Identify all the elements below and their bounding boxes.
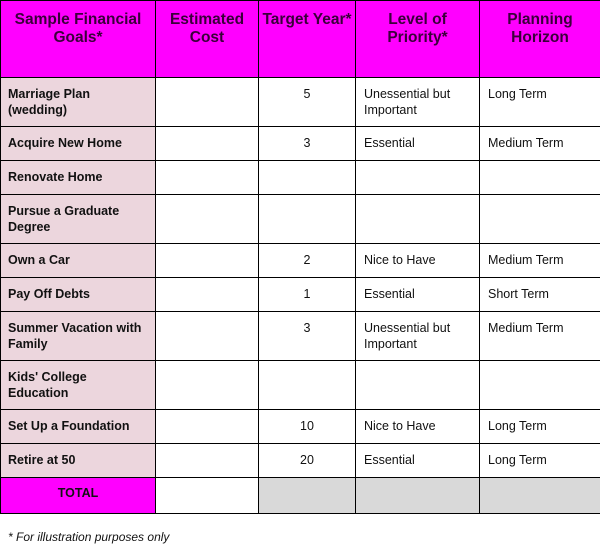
- total-empty-cell: [480, 478, 600, 514]
- horizon-cell: Long Term: [480, 410, 600, 444]
- cost-cell[interactable]: [156, 161, 259, 195]
- cost-cell[interactable]: [156, 244, 259, 278]
- header-year: Target Year*: [259, 1, 356, 78]
- table-row: [1, 410, 600, 444]
- cost-cell[interactable]: [156, 195, 259, 244]
- goal-cell: Kids' College Education: [1, 361, 156, 410]
- header-goal: Sample Financial Goals*: [1, 1, 156, 78]
- total-empty-cell: [356, 478, 480, 514]
- priority-cell: Nice to Have: [356, 410, 480, 444]
- table-row: [1, 195, 600, 244]
- horizon-cell: Long Term: [480, 444, 600, 478]
- goal-cell: Pay Off Debts: [1, 278, 156, 312]
- goal-cell: Retire at 50: [1, 444, 156, 478]
- table-row: [1, 361, 600, 410]
- goal-cell: Set Up a Foundation: [1, 410, 156, 444]
- total-row: [1, 478, 600, 514]
- table-row: [1, 244, 600, 278]
- total-cost-cell[interactable]: [156, 478, 259, 514]
- table-row: [1, 312, 600, 361]
- year-cell: 5: [259, 78, 356, 127]
- horizon-cell: Medium Term: [480, 244, 600, 278]
- table-row: [1, 127, 600, 161]
- cost-cell[interactable]: [156, 444, 259, 478]
- header-horizon: Planning Horizon: [480, 1, 600, 78]
- header-cost: Estimated Cost: [156, 1, 259, 78]
- priority-cell: Essential: [356, 127, 480, 161]
- priority-cell: Nice to Have: [356, 244, 480, 278]
- total-label: TOTAL: [1, 478, 156, 514]
- priority-cell: [356, 361, 480, 410]
- year-cell: [259, 195, 356, 244]
- priority-cell: Essential: [356, 444, 480, 478]
- header-row: [1, 1, 600, 78]
- table-row: [1, 278, 600, 312]
- priority-cell: Essential: [356, 278, 480, 312]
- priority-cell: Unessential but Important: [356, 312, 480, 361]
- horizon-cell: [480, 195, 600, 244]
- year-cell: 20: [259, 444, 356, 478]
- priority-cell: [356, 161, 480, 195]
- table-row: [1, 161, 600, 195]
- cost-cell[interactable]: [156, 410, 259, 444]
- goal-cell: Pursue a Graduate Degree: [1, 195, 156, 244]
- goal-cell: Renovate Home: [1, 161, 156, 195]
- year-cell: 2: [259, 244, 356, 278]
- year-cell: [259, 161, 356, 195]
- year-cell: 3: [259, 312, 356, 361]
- year-cell: 1: [259, 278, 356, 312]
- table-row: [1, 444, 600, 478]
- table-row: [1, 78, 600, 127]
- goal-cell: Acquire New Home: [1, 127, 156, 161]
- horizon-cell: [480, 161, 600, 195]
- goal-cell: Marriage Plan (wedding): [1, 78, 156, 127]
- cost-cell[interactable]: [156, 78, 259, 127]
- year-cell: [259, 361, 356, 410]
- goal-cell: Own a Car: [1, 244, 156, 278]
- total-empty-cell: [259, 478, 356, 514]
- cost-cell[interactable]: [156, 278, 259, 312]
- cost-cell[interactable]: [156, 312, 259, 361]
- year-cell: 3: [259, 127, 356, 161]
- goal-cell: Summer Vacation with Family: [1, 312, 156, 361]
- horizon-cell: Medium Term: [480, 312, 600, 361]
- cost-cell[interactable]: [156, 127, 259, 161]
- horizon-cell: [480, 361, 600, 410]
- footnote: * For illustration purposes only: [8, 530, 170, 544]
- year-cell: 10: [259, 410, 356, 444]
- horizon-cell: Long Term: [480, 78, 600, 127]
- priority-cell: [356, 195, 480, 244]
- cost-cell[interactable]: [156, 361, 259, 410]
- horizon-cell: Medium Term: [480, 127, 600, 161]
- priority-cell: Unessential but Important: [356, 78, 480, 127]
- header-priority: Level of Priority*: [356, 1, 480, 78]
- horizon-cell: Short Term: [480, 278, 600, 312]
